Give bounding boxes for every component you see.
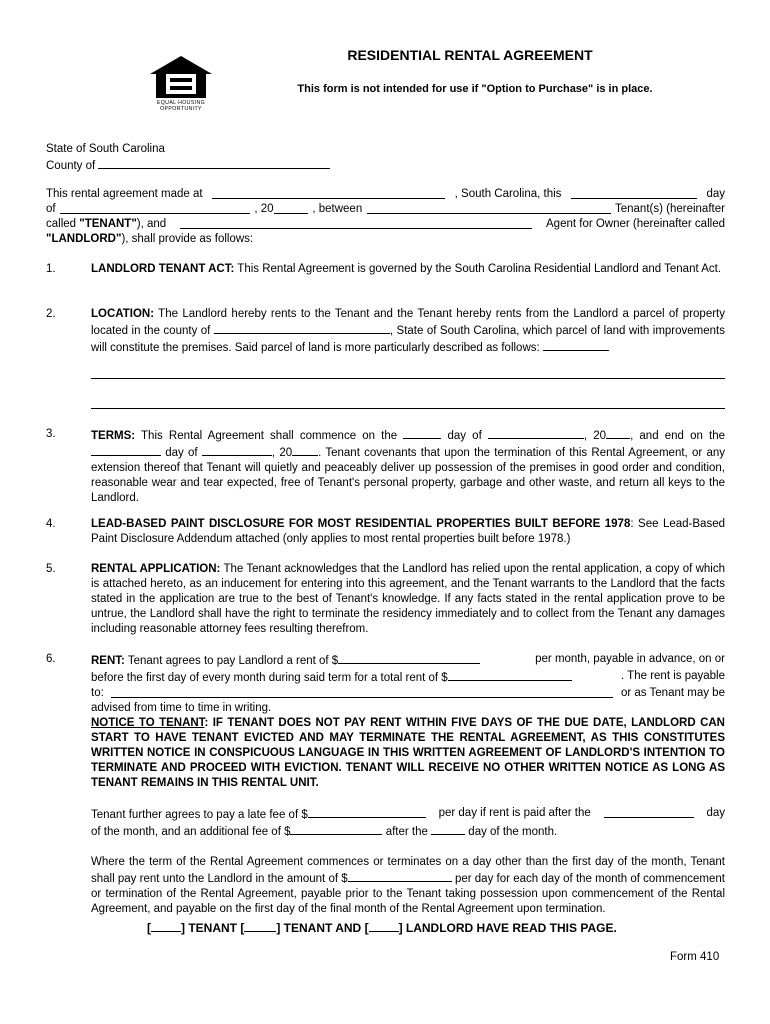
intro-line-2: [46, 202, 725, 217]
start-month-blank[interactable]: [488, 427, 584, 439]
section-body: The Tenant acknowledges that the Landlord has relied upon the rental application, a copy of which is attached hereto, as an inducement for entering into this agreement, and the Tenant warrants to the Landlord that the facts stated in the application are true to the best of Tenant's knowledge. If any facts stated in the rental application prove to be untrue, the Landlord shall have the right to terminate the residency immediately and to collect from the Tenant any damages including reasonable attorney fees resulting therefrom.: [91, 563, 725, 635]
section-body: day of: [165, 447, 198, 459]
day-blank[interactable]: [571, 187, 697, 199]
section-body: This Rental Agreement is governed by the South Carolina Residential Landlord and Tenant Act.: [234, 263, 722, 275]
section-rent: [91, 652, 725, 917]
intro-text: of: [46, 203, 56, 215]
section-body: day of: [447, 430, 482, 442]
section-body: of the month, and an additional fee of $: [91, 826, 291, 838]
additional-day-blank[interactable]: [431, 823, 465, 835]
section-body: Where the term of the Rental Agreement commences or terminates on a day other than the first day of the month, Tenant shall pay rent unto the Landlord in the amount of $: [91, 856, 725, 885]
description-line-1[interactable]: [91, 378, 725, 379]
intro-text: This rental agreement made at: [46, 188, 203, 200]
section-number: 5.: [46, 563, 56, 575]
start-year-blank[interactable]: [606, 427, 630, 439]
section-body: advised from time to time in writing.: [91, 702, 272, 714]
section-body: , 20: [271, 447, 293, 459]
section-body: day: [706, 807, 725, 819]
section-body: : See Lead-Based Paint Disclosure Addendum attached (only applies to most rental properties built before 1978.): [91, 518, 725, 545]
late-fee-line-2: [91, 823, 725, 840]
end-month-blank[interactable]: [202, 444, 272, 456]
section-heading: LOCATION:: [91, 308, 155, 320]
landlord-initials-blank[interactable]: [369, 920, 399, 932]
section-body: before the first day of every month during said term for a total rent of $: [91, 669, 572, 686]
intro-text: called "TENANT"), and: [46, 218, 167, 230]
section-number: 4.: [46, 518, 56, 530]
section-rental-application: [91, 562, 725, 637]
section-heading: RENT:: [91, 655, 125, 667]
late-fee-line-1: [91, 806, 725, 823]
rent-line-1: [91, 652, 725, 669]
section-number: 3.: [46, 428, 56, 440]
section-body: per month, payable in advance, on or: [535, 653, 725, 665]
county-line: [46, 157, 330, 174]
section-body: to:: [91, 687, 104, 699]
equal-housing-logo-text: EQUAL HOUSING OPPORTUNITY: [156, 100, 206, 112]
tenant1-initials-blank[interactable]: [151, 920, 181, 932]
equal-housing-house-icon: [148, 54, 214, 100]
intro-text: ), shall provide as follows:: [121, 233, 254, 245]
prorate-paragraph: [91, 855, 725, 917]
section-landlord-tenant-act: [91, 262, 725, 277]
month-blank[interactable]: [60, 202, 250, 214]
end-year-blank[interactable]: [292, 444, 318, 456]
monthly-rent-blank[interactable]: [338, 652, 480, 664]
landlord-term: "LANDLORD": [46, 233, 122, 245]
section-body: day of the month.: [468, 826, 558, 838]
intro-line-4: [46, 232, 725, 247]
rent-line-3: [91, 686, 725, 701]
place-blank[interactable]: [212, 187, 445, 199]
intro-text: , South Carolina, this: [454, 188, 562, 200]
section-body: per day if rent is paid after the: [438, 807, 591, 819]
total-rent-blank[interactable]: [448, 669, 572, 681]
end-day-blank[interactable]: [91, 444, 161, 456]
section-location: [91, 307, 725, 356]
description-blank[interactable]: [543, 339, 609, 351]
section-heading: LEAD-BASED PAINT DISCLOSURE FOR MOST RESIDENTIAL PROPERTIES BUILT BEFORE 1978: [91, 518, 631, 530]
section-body: . Tenant covenants that upon the termination of this Rental Agreement, or any extension thereof that Tenant will quietly and peaceably deliver up possession of the premises in good order and condition, reasonable wear and tear expected, free of Tenant's personal property, garbage and other waste, and return all keys to the Landlord.: [91, 447, 725, 504]
county-blank[interactable]: [98, 157, 330, 169]
tenant2-initials-blank[interactable]: [244, 920, 276, 932]
additional-fee-blank[interactable]: [290, 823, 382, 835]
section-body: RENT: Tenant agrees to pay Landlord a rent of $: [91, 652, 480, 669]
start-day-blank[interactable]: [403, 427, 441, 439]
section-body: . The rent is payable: [621, 670, 725, 682]
intro-text: , between: [312, 203, 363, 215]
section-terms: [91, 427, 725, 506]
section-body: after the: [385, 826, 428, 838]
initials-line: [ ] TENANT [ ] TENANT AND [ ] LANDLORD HAVE READ THIS PAGE.: [147, 921, 617, 935]
section-body: or as Tenant may be: [620, 687, 725, 699]
notice-body: : IF TENANT DOES NOT PAY RENT WITHIN FIVE DAYS OF THE DUE DATE, LANDLORD CAN START TO HAVE TENANT EVICTED AND MAY TERMINATE THE RENTAL AGREEMENT, AS THIS CONSTITUTES WRITTEN NOTICE IN CONSPICUOUS LANGUAGE IN THIS WRITTEN AGREEMENT OF LANDLORD'S INTENTION TO TERMINATE AND PROCEED WITH EVICTION. TENANT WILL RECEIVE NO OTHER WRITTEN NOTICE AS LONG AS TENANT REMAINS IN THIS RENTAL UNIT.: [91, 717, 725, 789]
county-property-blank[interactable]: [214, 322, 390, 334]
notice-heading: NOTICE TO TENANT: [91, 717, 205, 729]
prorate-amount-blank[interactable]: [348, 870, 452, 882]
intro-text: Tenant(s) (hereinafter: [615, 203, 725, 215]
intro-line-3: [46, 217, 725, 232]
section-body: This Rental Agreement shall commence on the: [135, 430, 398, 442]
late-day-blank[interactable]: [604, 806, 694, 818]
intro-paragraph: [46, 187, 725, 247]
section-heading: LANDLORD TENANT ACT:: [91, 263, 235, 275]
intro-text: Agent for Owner (hereinafter called: [546, 218, 725, 230]
state-line: State of South Carolina: [46, 143, 165, 155]
section-body: , State of South Carolina, which parcel of land with improvements will constitute the premises. Said parcel of land is more particularly described as follows:: [91, 325, 725, 354]
year-blank[interactable]: [274, 202, 308, 214]
section-body: Tenant further agrees to pay a late fee of $: [91, 806, 426, 823]
notice-to-tenant: [91, 716, 725, 791]
section-body: per day for each day of the month of commencement or termination of the Rental Agreement, payable prior to the Tenant taking possession upon commencement of the Rental Agreement, and payable on the first day of the final month of the Rental Agreement upon termination.: [91, 873, 725, 915]
form-number: Form 410: [670, 951, 720, 963]
document-title: RESIDENTIAL RENTAL AGREEMENT: [347, 47, 593, 63]
rent-line-2: [91, 669, 725, 686]
payable-to-blank[interactable]: [111, 686, 613, 698]
section-number: 6.: [46, 653, 56, 665]
intro-text: , 20: [254, 203, 274, 215]
section-body: , 20: [583, 430, 607, 442]
section-lead-paint: [91, 517, 725, 547]
tenant-name-blank[interactable]: [367, 202, 611, 214]
section-body: The Landlord hereby rents to the Tenant and the Tenant hereby rents from the Landlord a parcel of property located in the county of: [91, 308, 725, 337]
intro-text: day: [706, 188, 725, 200]
section-body: , and end on the: [630, 430, 725, 442]
description-line-2[interactable]: [91, 408, 725, 409]
agent-name-blank[interactable]: [180, 217, 532, 229]
late-fee-blank[interactable]: [308, 806, 426, 818]
section-heading: TERMS:: [91, 430, 136, 442]
section-number: 2.: [46, 308, 56, 320]
section-number: 1.: [46, 263, 56, 275]
county-label: County of: [46, 160, 96, 172]
equal-housing-logo: [148, 54, 214, 116]
document-subtitle: This form is not intended for use if "Option to Purchase" is in place.: [297, 83, 653, 95]
intro-line-1: [46, 187, 725, 202]
section-heading: RENTAL APPLICATION:: [91, 563, 221, 575]
